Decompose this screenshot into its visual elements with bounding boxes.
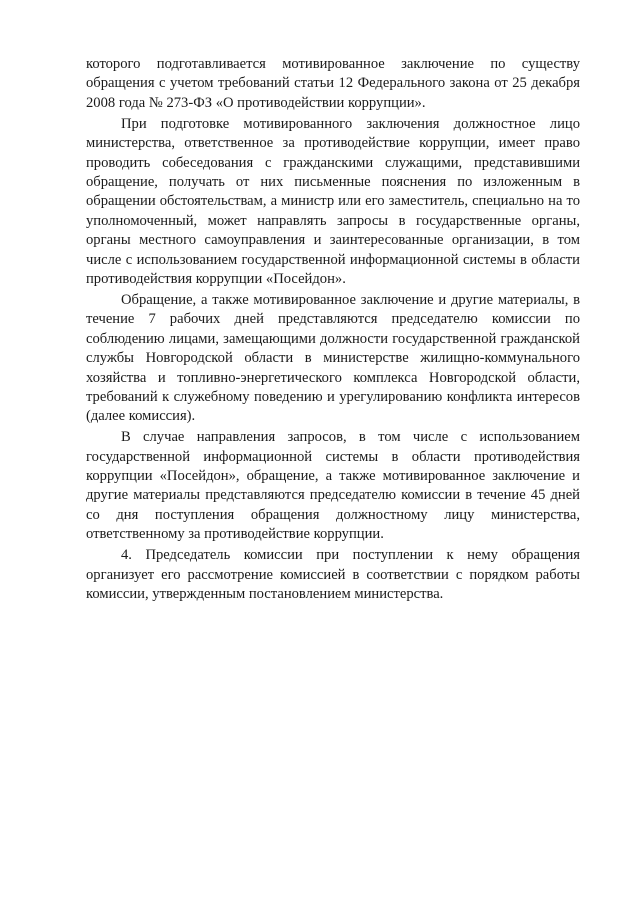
paragraph-requests-deadline: В случае направления запросов, в том числе с использованием государственной информационной системы в области противодействия коррупции «Посейдон», обращение, а также мотивированное заключение и другие материалы представляются председателю комиссии в течение 45 дней со дня поступления обращения должностному лицу министерства, ответственному за противодействие коррупции.: [86, 429, 580, 543]
paragraph-continuation: которого подготавливается мотивированное заключение по существу обращения с учетом требований статьи 12 Федерального закона от 25 декабря 2008 года № 273-ФЗ «О противодействии коррупции».: [86, 56, 580, 111]
paragraph-submission-to-commission: Обращение, а также мотивированное заключение и другие материалы, в течение 7 рабочих дней представляются председателю комиссии по соблюдению лицами, замещающими должности государственной гражданской службы Новгородской области в министерстве жилищно-коммунального хозяйства и топливно-энергетического комплекса Новгородской области, требований к служебному поведению и урегулированию конфликта интересов (далее комиссия).: [86, 291, 580, 425]
document-body: [86, 55, 580, 606]
paragraph-item-4: 4. Председатель комиссии при поступлении к нему обращения организует его рассмотрение комиссией в соответствии с порядком работы комиссии, утвержденным постановлением министерства.: [86, 547, 580, 602]
paragraph-interview-rights: При подготовке мотивированного заключения должностное лицо министерства, ответственное за противодействие коррупции, имеет право проводить собеседования с гражданскими служащими, представившими обращение, получать от них письменные пояснения по изложенным в обращении обстоятельствам, а министр или его заместитель, специально на то уполномоченный, может направлять запросы в государственные органы, органы местного самоуправления и заинтересованные организации, в том числе с использованием государственной информационной системы в области противодействия коррупции «Посейдон».: [86, 115, 580, 287]
